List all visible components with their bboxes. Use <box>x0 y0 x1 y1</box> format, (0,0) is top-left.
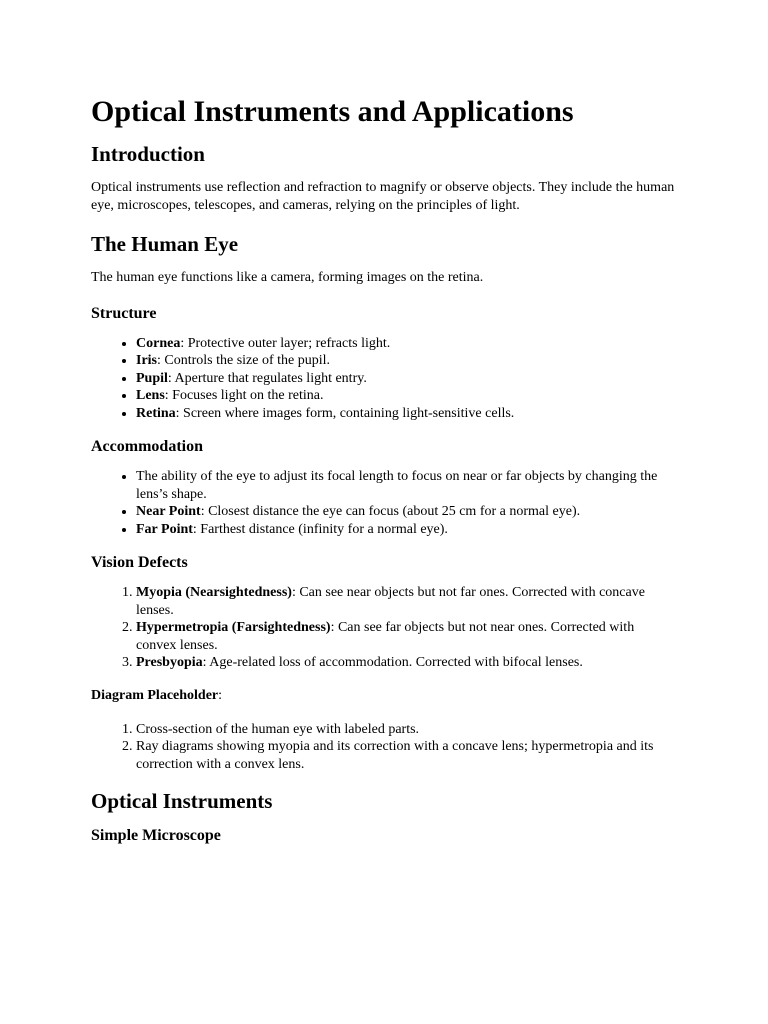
term: Retina <box>136 405 176 421</box>
accommodation-list <box>91 468 678 538</box>
term-description: : Farthest distance (infinity for a normal eye). <box>192 521 448 537</box>
diagram-placeholder-label <box>91 687 678 705</box>
list-item: 1. Cross-section of the human eye with labeled parts. <box>136 721 678 739</box>
list-item <box>136 387 678 405</box>
term: Pupil <box>136 370 168 386</box>
list-item <box>136 335 678 353</box>
term-description: : Age-related loss of accommodation. Corrected with bifocal lenses. <box>202 655 583 670</box>
term: Presbyopia <box>136 655 203 670</box>
diagram-placeholder-list <box>91 721 678 774</box>
term: Far Point <box>136 521 193 537</box>
list-item <box>136 405 678 423</box>
term: Near Point <box>136 504 201 519</box>
term: Lens <box>136 388 165 403</box>
term-description: : Can see far objects but not near ones. Corrected with convex lenses. <box>136 620 635 653</box>
term-description: : Screen where images form, containing light-sensitive cells. <box>175 405 515 421</box>
subheading-vision-defects: Vision Defects <box>91 554 188 571</box>
subheading-structure: Structure <box>91 304 157 322</box>
list-item: • The ability of the eye to adjust its focal length to focus on near or far objects by changing the lens’s shape. <box>136 468 678 503</box>
term-description: : Controls the size of the pupil. <box>157 353 331 368</box>
document-title: Optical Instruments and Applications <box>91 95 574 128</box>
list-item <box>136 521 678 539</box>
term: Cornea <box>136 335 181 351</box>
term-description: : Closest distance the eye can focus (about 25 cm for a normal eye). <box>200 504 581 519</box>
introduction-paragraph: Optical instruments use reflection and refraction to magnify or observe objects. They include the human eye, microscopes, telescopes, and cameras, relying on the principles of light. <box>91 180 675 213</box>
list-item <box>136 654 678 672</box>
list-item <box>136 370 678 388</box>
term: Hypermetropia (Farsightedness) <box>136 620 331 635</box>
human-eye-paragraph: The human eye functions like a camera, forming images on the retina. <box>91 270 484 285</box>
list-item <box>136 584 678 619</box>
list-item: 2. Ray diagrams showing myopia and its correction with a concave lens; hypermetropia and its correction with a convex lens. <box>136 738 678 773</box>
vision-defects-list <box>91 584 678 672</box>
term-description: : Protective outer layer; refracts light. <box>180 335 391 351</box>
section-heading-introduction: Introduction <box>91 142 205 166</box>
diagram-placeholder-colon: : <box>218 687 223 703</box>
list-item <box>136 619 678 654</box>
term-description: : Focuses light on the retina. <box>164 388 324 403</box>
term-description: : Aperture that regulates light entry. <box>167 370 367 386</box>
term: Myopia (Nearsightedness) <box>136 585 292 600</box>
list-item <box>136 503 678 521</box>
subheading-accommodation: Accommodation <box>91 438 203 455</box>
list-item <box>136 352 678 370</box>
section-heading-human-eye: The Human Eye <box>91 232 239 256</box>
diagram-placeholder-text: Diagram Placeholder <box>91 687 219 703</box>
section-heading-optical-instruments: Optical Instruments <box>91 789 273 813</box>
term-description: : Can see near objects but not far ones. Corrected with concave lenses. <box>136 585 645 618</box>
term: Iris <box>136 353 157 368</box>
subheading-simple-microscope: Simple Microscope <box>91 827 221 844</box>
structure-list <box>91 335 678 423</box>
